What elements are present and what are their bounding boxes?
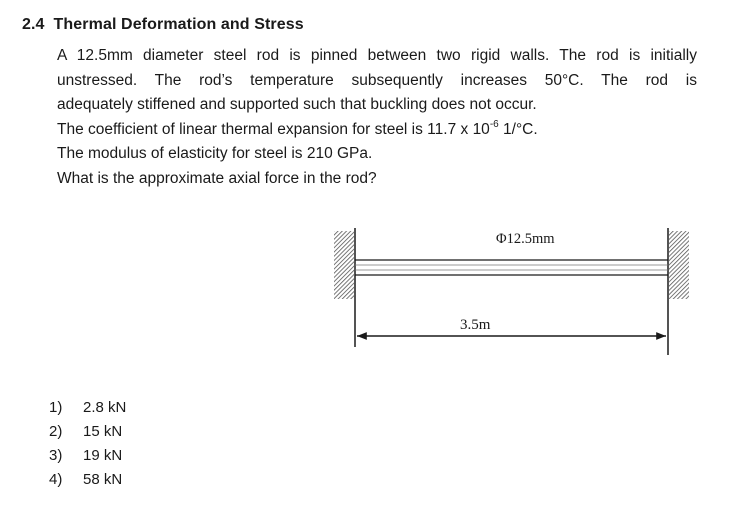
problem-number: 2.4 bbox=[22, 16, 45, 33]
coefficient-suffix: 1/°C. bbox=[498, 120, 538, 138]
diameter-label: Φ12.5mm bbox=[496, 231, 555, 247]
statement-line-3: adequately stiffened and supported such that buckling does not occur. bbox=[57, 96, 537, 113]
answer-choices bbox=[49, 396, 126, 492]
right-wall-hatch bbox=[669, 231, 689, 299]
coefficient-exponent: -6 bbox=[489, 118, 499, 130]
question-line: What is the approximate axial force in the rod? bbox=[57, 169, 377, 187]
answer-number: 3) bbox=[49, 447, 63, 464]
answer-number: 1) bbox=[49, 399, 63, 416]
answer-number: 4) bbox=[49, 471, 63, 488]
modulus-line: The modulus of elasticity for steel is 210 GPa. bbox=[57, 145, 373, 162]
answer-choice-1[interactable] bbox=[49, 396, 126, 420]
answer-choice-3[interactable] bbox=[49, 444, 126, 468]
statement-line-1: A 12.5mm diameter steel rod is pinned between two rigid walls. The rod is initially bbox=[57, 47, 697, 64]
length-label: 3.5m bbox=[460, 317, 491, 333]
answer-text: 58 kN bbox=[83, 471, 123, 488]
answer-text: 15 kN bbox=[83, 423, 123, 440]
answer-number: 2) bbox=[49, 423, 63, 440]
steel-rod bbox=[355, 260, 668, 275]
answer-text: 2.8 kN bbox=[83, 399, 127, 416]
left-wall-hatch bbox=[334, 231, 354, 299]
answer-choice-2[interactable] bbox=[49, 420, 126, 444]
answer-choice-4[interactable] bbox=[49, 468, 126, 492]
coefficient-prefix: The coefficient of linear thermal expansion for steel is 11.7 x 10 bbox=[57, 120, 490, 138]
answer-text: 19 kN bbox=[83, 447, 123, 464]
problem-title: Thermal Deformation and Stress bbox=[53, 16, 304, 33]
statement-line-2: unstressed. The rod’s temperature subsequently increases 50°C. The rod is bbox=[57, 71, 697, 89]
